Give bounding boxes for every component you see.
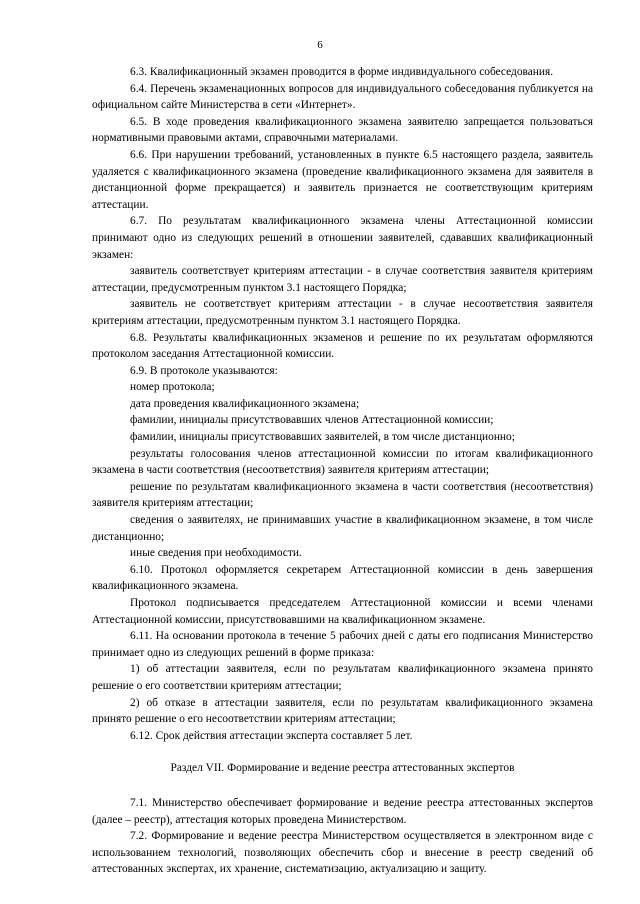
paragraph-6-4: 6.4. Перечень экзаменационных вопросов для индивидуального собеседования публикуется на официальном сайте Министерства в сети «Интернет». [92, 82, 593, 112]
protocol-item-voting: результаты голосования членов аттестационной комиссии по итогам квалификационного экзамена в части соответствия (несоответствия) заявителя критериям аттестации; [92, 447, 593, 477]
paragraph-6-3: 6.3. Квалификационный экзамен проводится в форме индивидуального собеседования. [130, 66, 554, 78]
paragraph-6-7-option-1: заявитель соответствует критериям аттестации - в случае соответствия заявителя критериям аттестации, предусмотренным пунктом 3.1 настоящего Порядка; [92, 265, 593, 294]
paragraph-6-12: 6.12. Срок действия аттестации эксперта составляет 5 лет. [130, 729, 413, 742]
protocol-item-other: иные сведения при необходимости. [130, 547, 302, 560]
paragraph-6-9: 6.9. В протоколе указываются: [130, 364, 278, 377]
paragraph-6-7: 6.7. По результатам квалификационного экзамена члены Аттестационной комиссии принимают одно из следующих решений в отношении заявителей, сдававших квалификационный экзамен: [92, 215, 593, 261]
paragraph-6-11-option-2: 2) об отказе в аттестации заявителя, если по результатам квалификационного экзамена принято решение о его несоответствии критериям аттестации; [92, 696, 593, 726]
protocol-item-number: номер протокола; [130, 381, 215, 394]
paragraph-6-11-option-1: 1) об аттестации заявителя, если по результатам квалификационного экзамена принято решение о его соответствии критериям аттестации; [92, 663, 593, 692]
paragraph-6-10: 6.10. Протокол оформляется секретарем Аттестационной комиссии в день завершения квалификационного экзамена. [92, 563, 593, 593]
paragraph-7-2: 7.2. Формирование и ведение реестра Министерством осуществляется в электронном виде с использованием технологий, позволяющих обеспечить сбор и внесение в реестр сведений об аттестованных экспертах, их хранение, систематизацию, актуализацию и защиту. [92, 830, 593, 876]
paragraph-6-6: 6.6. При нарушении требований, установленных в пункте 6.5 настоящего раздела, заявитель удаляется с квалификационного экзамена (проведение квалификационного экзамена для заявителя в дистанционной форме прекращается) и заявитель признается не соответствующим критериям аттестации. [92, 148, 593, 211]
protocol-item-members: фамилии, инициалы присутствовавших членов Аттестационной комиссии; [130, 414, 494, 427]
paragraph-6-5: 6.5. В ходе проведения квалификационного экзамена заявителю запрещается пользоваться нормативными правовыми актами, справочными материалами. [92, 115, 593, 145]
paragraph-6-11: 6.11. На основании протокола в течение 5 рабочих дней с даты его подписания Министерство принимает одно из следующих решений в форме приказа: [92, 630, 593, 659]
page-number: 6 [317, 39, 323, 51]
protocol-item-absent: сведения о заявителях, не принимавших участие в квалификационном экзамене, в том числе дистанционно; [92, 514, 593, 543]
paragraph-6-10-signing: Протокол подписывается председателем Аттестационной комиссии и всеми членами Аттестационной комиссии, присутствовавшими на квалификационном экзамене. [92, 597, 593, 626]
section-heading: Раздел VII. Формирование и ведение реестра аттестованных экспертов [170, 762, 515, 775]
protocol-item-applicants: фамилии, инициалы присутствовавших заявителей, в том числе дистанционно; [130, 431, 515, 444]
protocol-item-decision: решение по результатам квалификационного экзамена в части соответствия (несоответствия) заявителя критериям аттестации; [92, 480, 593, 510]
paragraph-6-7-option-2: заявитель не соответствует критериям аттестации - в случае несоответствия заявителя критериям аттестации, предусмотренным пунктом 3.1 настоящего Порядка. [92, 298, 593, 327]
paragraph-6-8: 6.8. Результаты квалификационных экзаменов и решение по их результатам оформляются протоколом заседания Аттестационной комиссии. [92, 331, 593, 361]
protocol-item-date: дата проведения квалификационного экзамена; [130, 397, 360, 410]
paragraph-7-1: 7.1. Министерство обеспечивает формирование и ведение реестра аттестованных экспертов (далее – реестр), аттестация которых проведена Министерством. [92, 796, 593, 826]
document-body [92, 64, 593, 878]
